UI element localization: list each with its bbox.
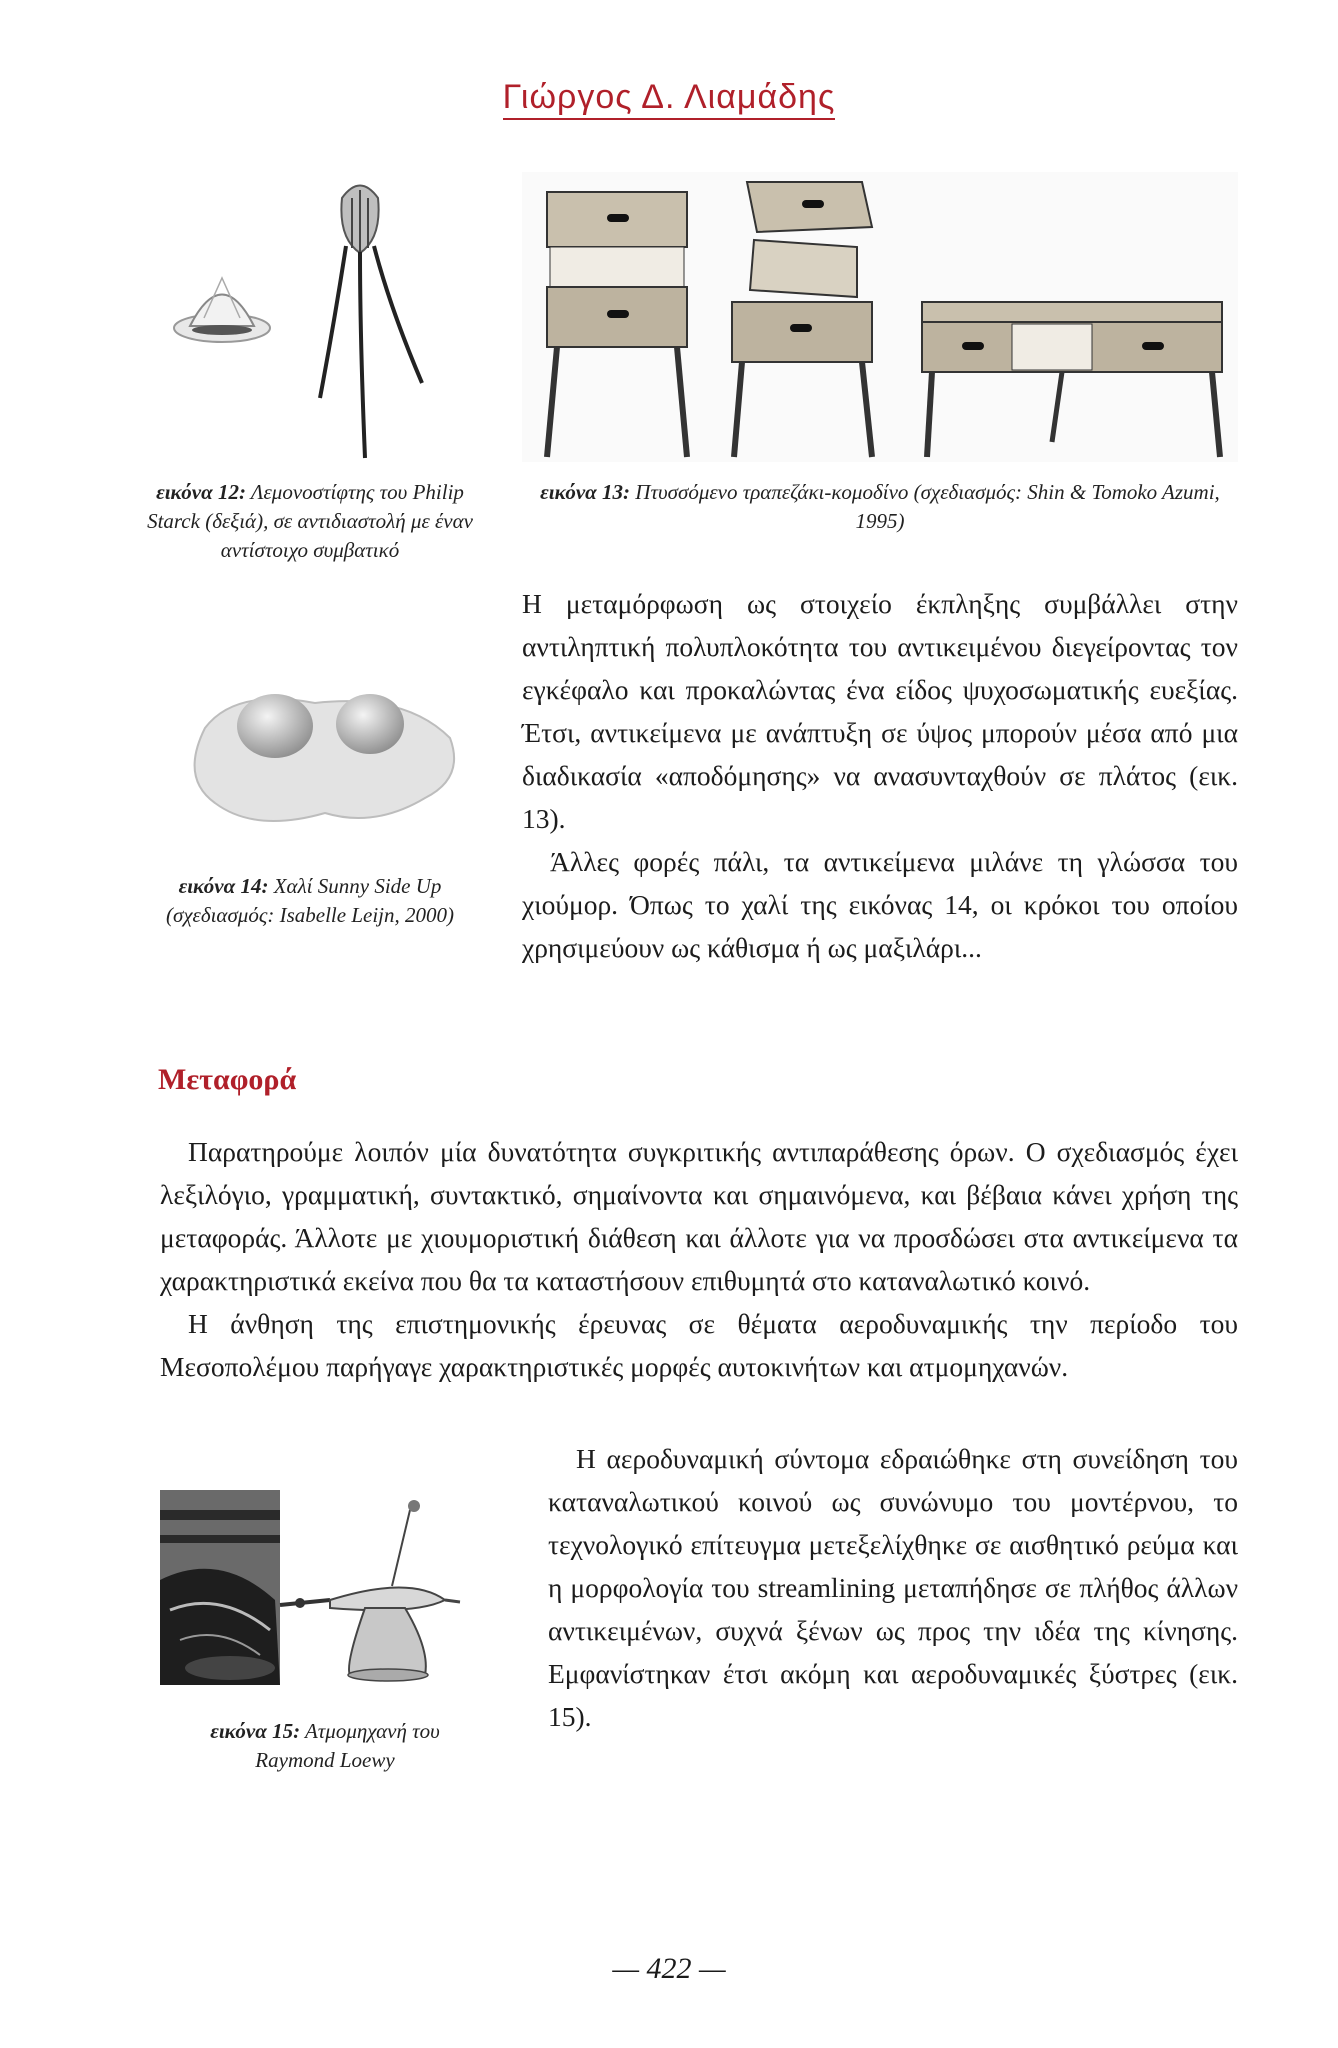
section-title-metaphor: Μεταφορά xyxy=(158,1063,297,1096)
figure-12-label: εικόνα 12: xyxy=(156,480,246,504)
figure-15-label: εικόνα 15: xyxy=(210,1719,301,1743)
figure-15-image xyxy=(160,1490,485,1685)
figure-13-caption-text: Πτυσσόμενο τραπεζάκι-κομοδίνο (σχεδιασμός: Shin & Tomoko Azumi, 1995) xyxy=(635,480,1220,533)
figure-12-image xyxy=(160,168,460,463)
paragraph-design-language: Παρατηρούμε λοιπόν μία δυνατότητα συγκριτικής αντιπαράθεσης όρων. Ο σχεδιασμός έχει λεξιλόγιο, γραμματική, συντακτικό, σημαίνοντα και σημαινόμενα, και βέβαια κάνει χρήση της μεταφοράς. Άλλοτε με χιουμοριστική διάθεση και άλλοτε για να προσδώσει στα αντικείμενα τα χαρακτηριστικά εκείνα που θα τα καταστήσουν επιθυμητά στο καταναλωτικό κοινό. xyxy=(160,1136,1238,1296)
figure-14-caption xyxy=(150,872,470,930)
figure-13-caption xyxy=(520,478,1240,536)
paragraph-aerodynamics: Η άνθηση της επιστημονικής έρευνας σε θέματα αεροδυναμικής την περίοδο του Μεσοπολέμου παρήγαγε χαρακτηριστικές μορφές αυτοκινήτων και ατμομηχανών. xyxy=(160,1308,1238,1382)
page-header-author xyxy=(0,78,1338,117)
figure-14-caption-text: Χαλί Sunny Side Up (σχεδιασμός: Isabelle Leijn, 2000) xyxy=(165,874,455,927)
streamlining-text xyxy=(548,1437,1238,1738)
figure-15-caption xyxy=(200,1717,450,1775)
paragraph-humor: Άλλες φορές πάλι, τα αντικείμενα μιλάνε τη γλώσσα του χιούμορ. Όπως το χαλί της εικόνας 14, οι κρόκοι του οποίου χρησιμεύουν ως κάθισμα ή ως μαξιλάρι... xyxy=(522,846,1238,963)
figure-12-caption xyxy=(140,478,480,565)
paragraph-metamorphosis: Η μεταμόρφωση ως στοιχείο έκπληξης συμβάλλει στην αντιληπτική πολυπλοκότητα του αντικειμένου διεγείροντας τον εγκέφαλο και προκαλώντας ένα είδος ψυχοσωματικής ευεξίας. Έτσι, αντικείμενα με ανάπτυξη σε ύψος μπορούν μέσα από μια διαδικασία «αποδόμησης» να ανασυνταχθούν σε πλάτος (εικ. 13). xyxy=(522,588,1238,834)
right-column-text xyxy=(522,582,1238,969)
figure-13-label: εικόνα 13: xyxy=(540,480,631,504)
paragraph-streamlining: Η αεροδυναμική σύντομα εδραιώθηκε στη συνείδηση του καταναλωτικού κοινού ως συνώνυμο του μοντέρνου, το τεχνολογικό επίτευγμα μετεξελίχθηκε σε αισθητικό ρεύμα και η μορφολογία του streamlining μεταπήδησε σε πλήθος άλλων αντικειμένων, συχνά ξένων ως προς την ιδέα της κίνησης. Εμφανίστηκαν έτσι ακόμη και αεροδυναμικές ξύστρες (εικ. 15). xyxy=(548,1443,1238,1732)
figure-14-image xyxy=(175,668,465,838)
figure-15-caption-text: Ατμομηχανή του Raymond Loewy xyxy=(255,1719,440,1772)
figure-14-label: εικόνα 14: xyxy=(178,874,269,898)
figure-12-caption-text: Λεμονοστίφτης του Philip Starck (δεξιά), σε αντιδιαστολή με έναν αντίστοιχο συμβατικό xyxy=(147,480,473,562)
author-name: Γιώργος Δ. Λιαμάδης xyxy=(503,78,836,120)
figure-13-image xyxy=(522,172,1238,462)
main-body-text xyxy=(160,1130,1238,1388)
page-number: — 422 — xyxy=(612,1952,726,1985)
